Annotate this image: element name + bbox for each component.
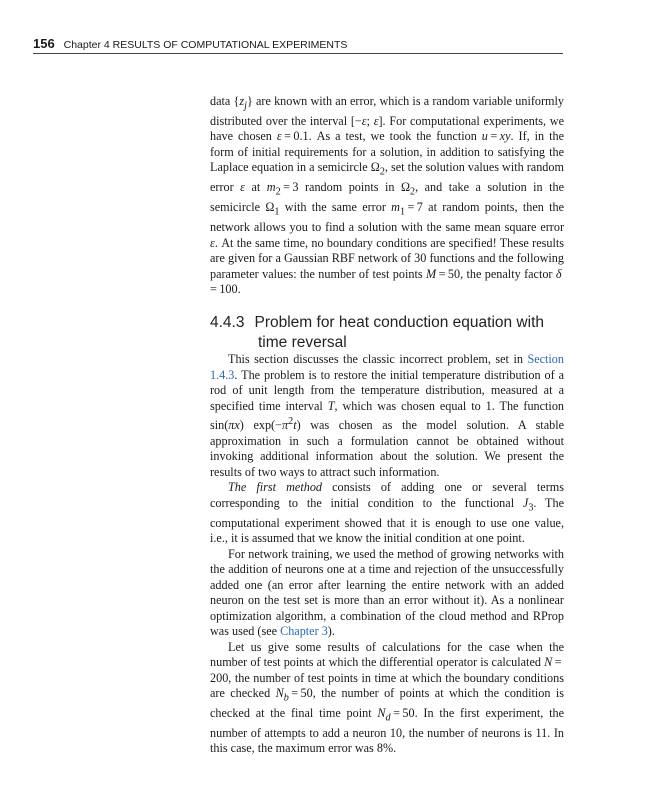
page-number: 156 <box>33 36 55 51</box>
section-heading <box>210 313 564 353</box>
section-body <box>210 352 564 757</box>
running-head <box>33 36 563 51</box>
intro-paragraph: data $\{z_j\}$ are known with an error, which is a random variable uniformly distributed over the interval [−ε; ε]. For computational experiments, we have chosen ε = 0.1. As a test, we took the function u = xy. If, in the form of initial requirements for a solution, in addition to satisfying the Laplace equation in a semicircle $\Omega_2$, set the solution values with random error ε at $m_2 = 3$ random points in $\Omega_2$, and take a solution in the semicircle $\Omega_1$ with the same error $m_1 = 7$ at random points, then the network allows you to find a solution with the same mean square error ε. At the same time, no boundary conditions are specified! These results are given for a Gaussian RBF network of 30 functions and the following parameter values: the number of test points M = 50, the penalty factor δ = 100. <box>210 94 565 297</box>
chapter-3-link[interactable]: Chapter 3 <box>280 624 328 638</box>
chapter-title: Chapter 4 RESULTS OF COMPUTATIONAL EXPERIMENTS <box>63 39 348 51</box>
section-number: 4.4.3 <box>210 314 245 331</box>
section-1-4-3-link[interactable]: Section 1.4.3 <box>210 352 564 382</box>
section-paragraph-4: Let us give some results of calculations for the case when the number of test points at which the differential operator is calculated N = 200, the number of test points in time at which the boundary conditions are checked $N_b = 50$, the number of points at which the condition is checked at the final time point $N_d = 50$. In the first experiment, the number of attempts to add a neuron 10, the number of neurons is 11. In this case, the maximum error was 8%. <box>210 639 564 756</box>
section-paragraph-3: For network training, we used the method of growing networks with the addition of neurons one at a time and rejection of the unsuccessfully added one (an error after learning the entire network with an added neuron on the test set is more than an error without it). As a nonlinear optimization algorithm, a combination of the cloud method and RProp was used (see Chapter 3). <box>210 546 564 638</box>
section-title-line2: time reversal <box>258 334 347 351</box>
section-paragraph-1: This section discusses the classic incorrect problem, set in Section 1.4.3. The problem is to restore the initial temperature distribution of a rod of unit length from the temperature distribution, measured at a specified time interval T, which was chosen equal to 1. The function sin(πx) $\exp(-\pi^2t)$ was chosen as the model solution. A stable approximation in such a formulation cannot be obtained without invoking additional information about the solution. We present the results of two ways to attract such information. <box>210 352 565 479</box>
section-paragraph-2: The first method consists of adding one or several terms corresponding to the initial condition to the functional $J_3$. The computational experiment showed that it is enough to use one value, i.e., it is assumed that we know the initial condition at one point. <box>210 480 564 545</box>
header-rule <box>33 53 563 54</box>
section-title-line1: Problem for heat conduction equation with <box>254 314 544 331</box>
